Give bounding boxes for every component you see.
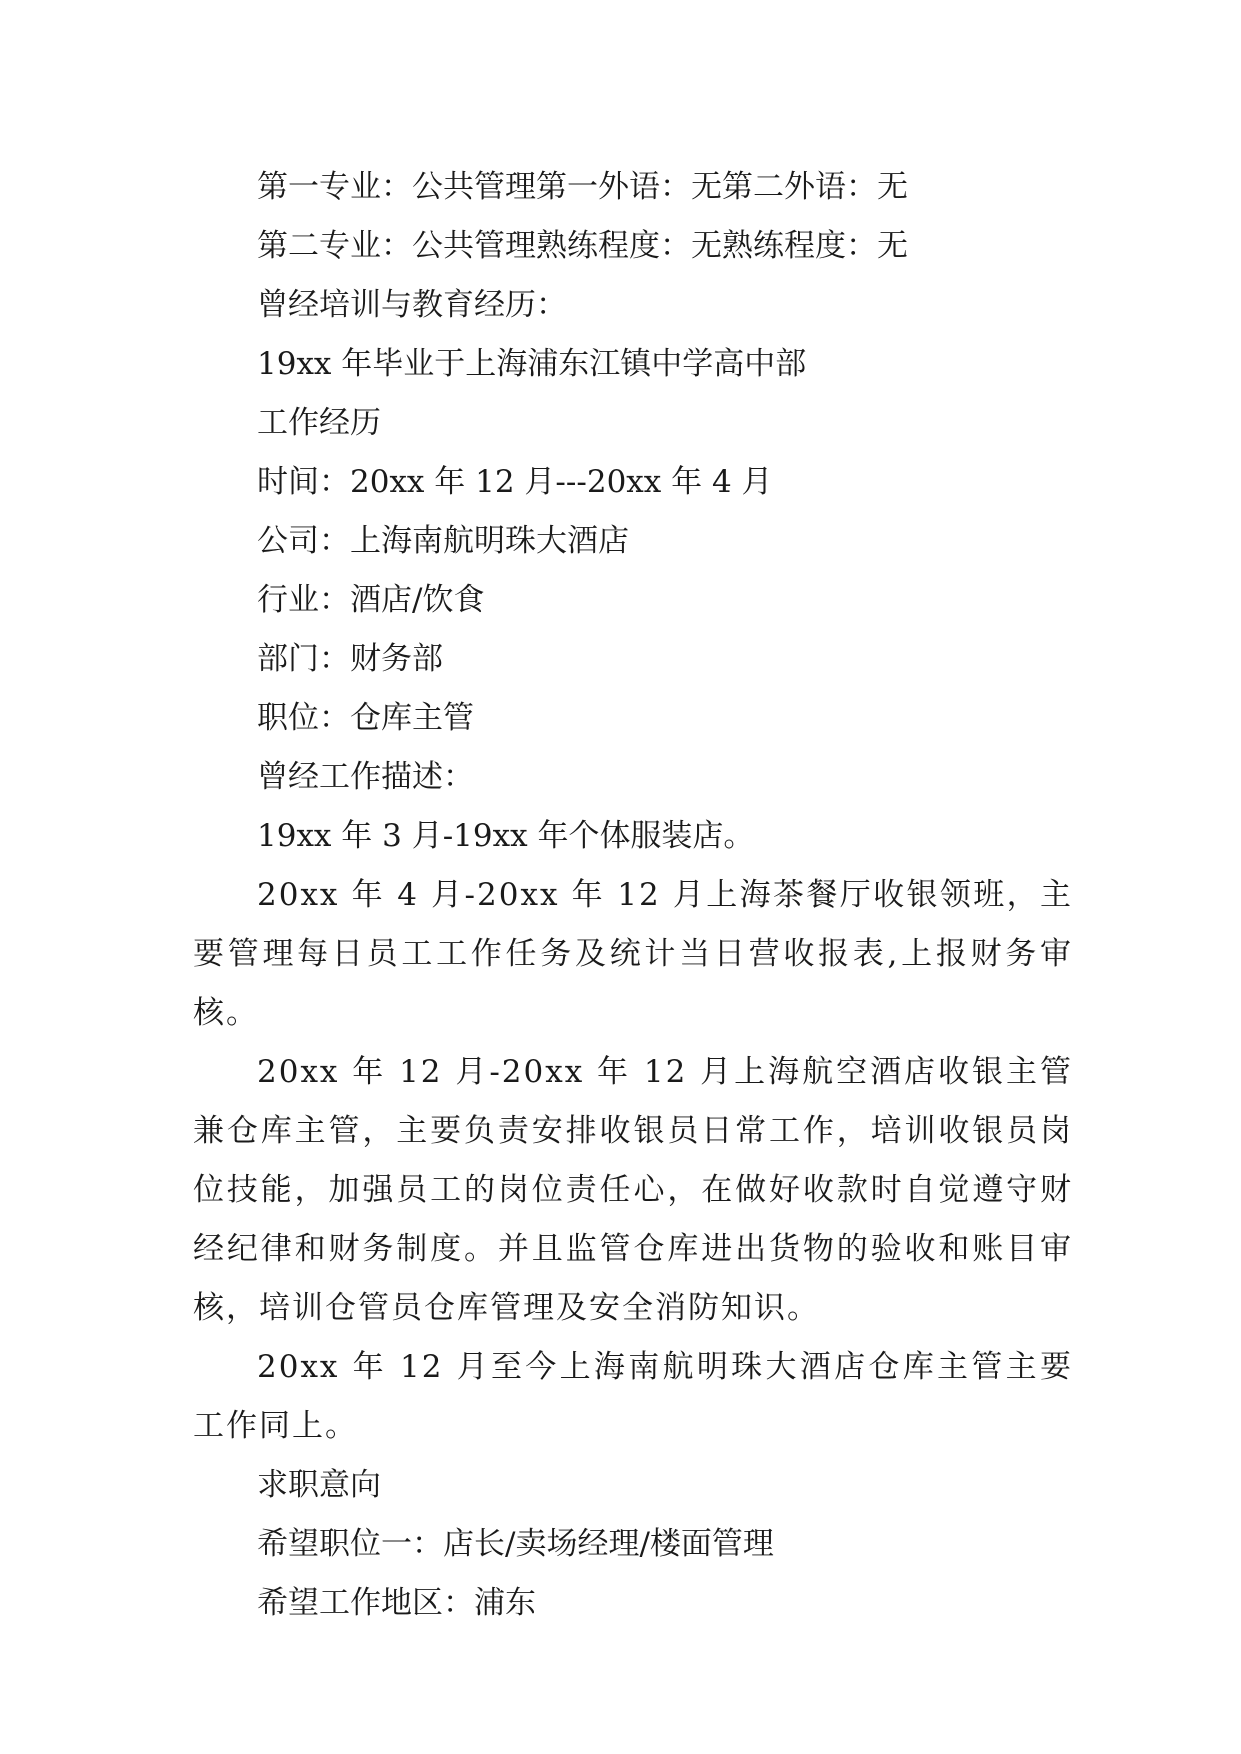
work-company-line: 公司：上海南航明珠大酒店 [257, 523, 629, 559]
desired-position-line: 希望职位一：店长/卖场经理/楼面管理 [257, 1526, 774, 1562]
resume-content [193, 158, 1073, 1633]
work-description-entry-1: 19xx 年 3 月-19xx 年个体服装店。 [257, 818, 755, 854]
job-intention-heading: 求职意向 [257, 1467, 381, 1503]
education-heading: 曾经培训与教育经历： [257, 287, 567, 323]
work-description-entry-3: 20xx 年 12 月-20xx 年 12 月上海航空酒店收银主管兼仓库主管，主要负责安排收银员日常工作，培训收银员岗位技能，加强员工的岗位责任心，在做好收款时自觉遵守财经纪律和财务制度。并且监管仓库进出货物的验收和账目审核，培训仓管员仓库管理及安全消防知识。 [193, 1054, 1073, 1326]
work-description-entry-2: 20xx 年 4 月-20xx 年 12 月上海茶餐厅收银领班，主要管理每日员工工作任务及统计当日营收报表,上报财务审核。 [193, 877, 1073, 1031]
work-description-entry-4: 20xx 年 12 月至今上海南航明珠大酒店仓库主管主要工作同上。 [193, 1349, 1073, 1444]
work-time-line: 时间：20xx 年 12 月---20xx 年 4 月 [257, 464, 773, 500]
work-position-line: 职位：仓库主管 [257, 700, 474, 736]
desired-location-line: 希望工作地区：浦东 [257, 1585, 536, 1621]
first-major-line: 第一专业：公共管理第一外语：无第二外语：无 [257, 169, 908, 205]
second-major-line: 第二专业：公共管理熟练程度：无熟练程度：无 [257, 228, 908, 264]
work-industry-line: 行业：酒店/饮食 [257, 582, 485, 618]
work-description-heading: 曾经工作描述： [257, 759, 474, 795]
work-department-line: 部门：财务部 [257, 641, 443, 677]
education-entry: 19xx 年毕业于上海浦东江镇中学高中部 [257, 346, 807, 382]
work-history-heading: 工作经历 [257, 405, 381, 441]
